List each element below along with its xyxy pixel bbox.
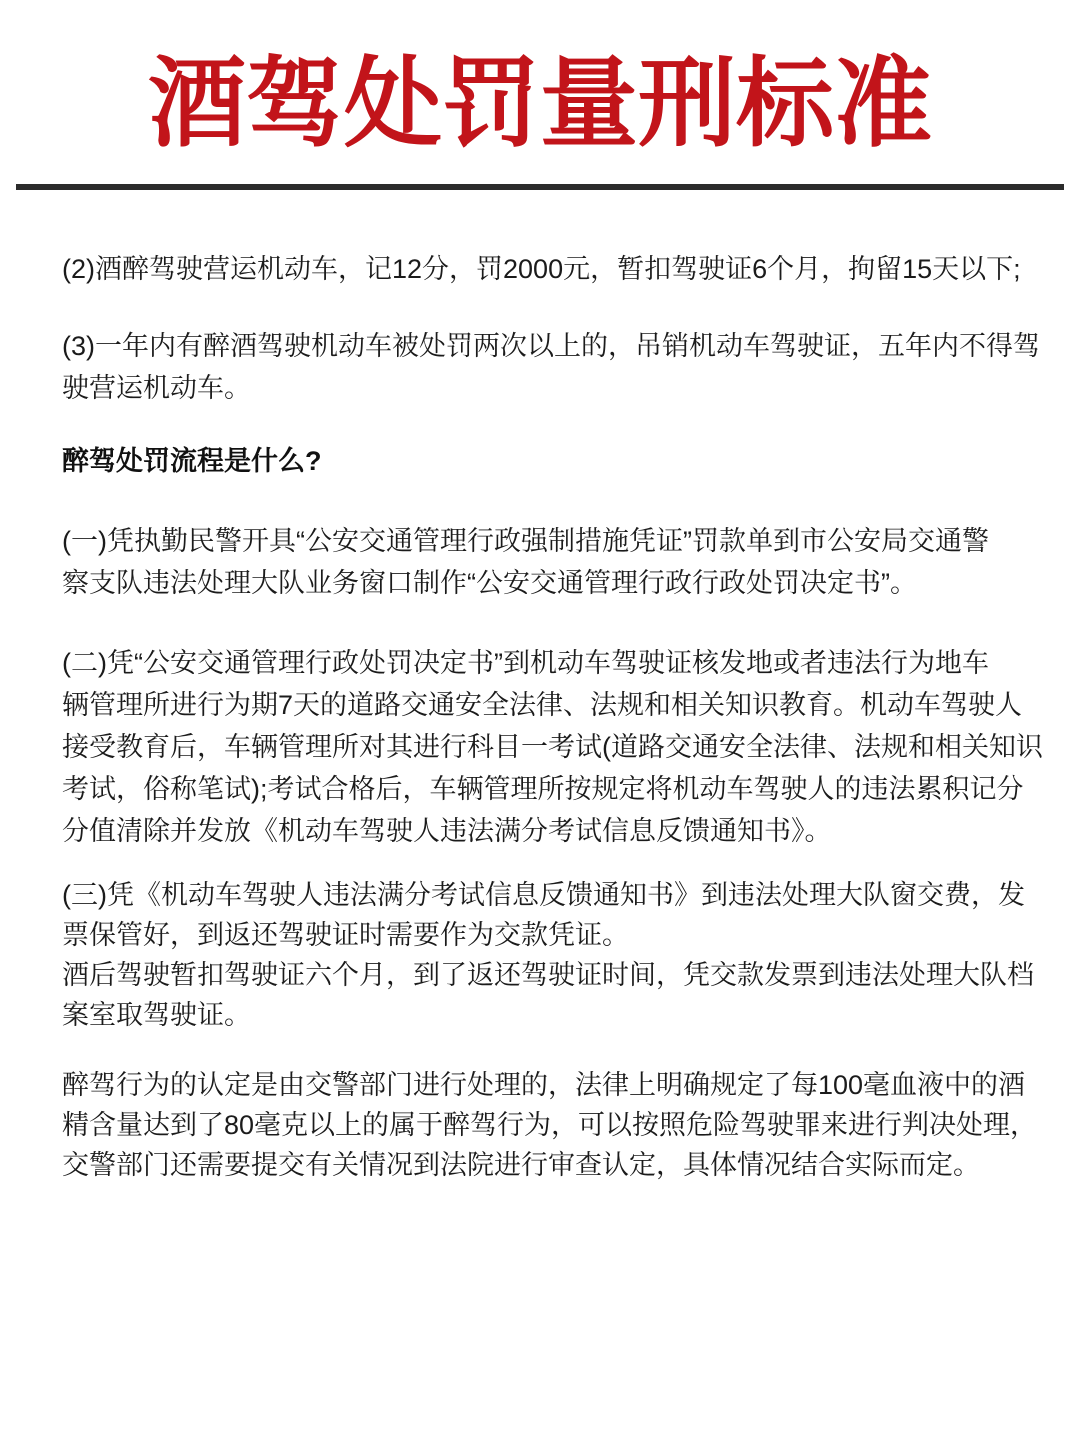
text-line: 接受教育后，车辆管理所对其进行科目一考试(道路交通安全法律、法规和相关知识 — [62, 732, 1043, 762]
text-line: 醉驾处罚流程是什么? — [62, 446, 322, 476]
paragraph-determination-note — [62, 1065, 1038, 1185]
section-heading — [62, 440, 1022, 482]
paragraph-penalty-item-2 — [62, 248, 1022, 290]
text-line: (二)凭“公安交通管理行政处罚决定书”到机动车驾驶证核发地或者违法行为地车 — [62, 648, 989, 678]
page-title: 酒驾处罚量刑标准 — [147, 48, 932, 158]
text-line: 察支队违法处理大队业务窗口制作“公安交通管理行政行政处罚决定书”。 — [62, 568, 917, 598]
text-line: (2)酒醉驾驶营运机动车，记12分，罚2000元，暂扣驾驶证6个月，拘留15天以下; — [62, 254, 1021, 284]
text-line: (3)一年内有醉酒驾驶机动车被处罚两次以上的，吊销机动车驾驶证，五年内不得驾 — [62, 331, 1040, 361]
text-line: 驶营运机动车。 — [62, 373, 251, 403]
text-line: 交警部门还需要提交有关情况到法院进行审查认定，具体情况结合实际而定。 — [62, 1150, 980, 1180]
text-line: 案室取驾驶证。 — [62, 1000, 251, 1030]
text-line: 酒后驾驶暂扣驾驶证六个月，到了返还驾驶证时间，凭交款发票到违法处理大队档 — [62, 960, 1034, 990]
paragraph-procedure-step-1 — [62, 520, 1022, 604]
paragraph-procedure-step-2 — [62, 642, 1043, 852]
text-line: (三)凭《机动车驾驶人违法满分考试信息反馈通知书》到违法处理大队窗交费，发 — [62, 880, 1025, 910]
paragraph-penalty-item-3 — [62, 325, 1040, 409]
paragraph-procedure-step-3 — [62, 875, 1034, 1035]
text-line: 考试，俗称笔试);考试合格后，车辆管理所按规定将机动车驾驶人的违法累积记分 — [62, 774, 1024, 804]
text-line: (一)凭执勤民警开具“公安交通管理行政强制措施凭证”罚款单到市公安局交通警 — [62, 526, 989, 556]
text-line: 分值清除并发放《机动车驾驶人违法满分考试信息反馈通知书》。 — [62, 816, 832, 846]
title-divider — [16, 184, 1064, 190]
text-line: 辆管理所进行为期7天的道路交通安全法律、法规和相关知识教育。机动车驾驶人 — [62, 690, 1023, 720]
text-line: 票保管好，到返还驾驶证时需要作为交款凭证。 — [62, 920, 629, 950]
text-line: 精含量达到了80毫克以上的属于醉驾行为，可以按照危险驾驶罪来进行判决处理， — [62, 1110, 1038, 1140]
text-line: 醉驾行为的认定是由交警部门进行处理的，法律上明确规定了每100毫血液中的酒 — [62, 1070, 1026, 1100]
